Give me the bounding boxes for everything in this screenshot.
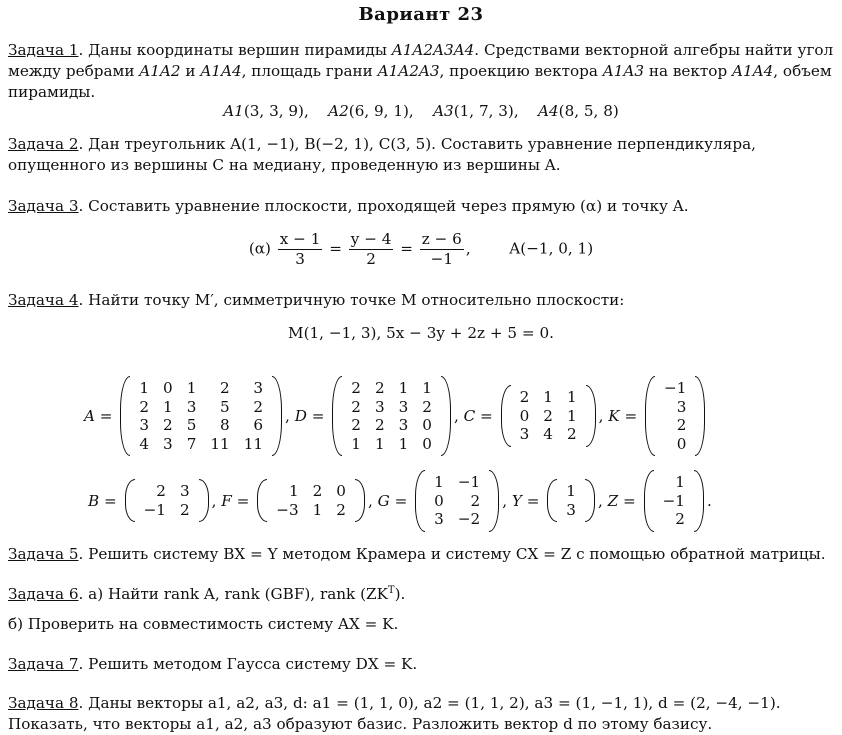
point-name: A2 bbox=[328, 102, 349, 120]
matrix-cell: −1 bbox=[662, 491, 685, 510]
point-coords: (8, 5, 8) bbox=[558, 102, 619, 120]
line-equation: (α) $\frac{x - 1}{3}$ = $\frac{y - 4}{2}$ = $\frac{z - 6}{-1}$ , A(−1, 0, 1) bbox=[248, 230, 594, 268]
matrix-cell: 2 bbox=[676, 416, 687, 434]
task-2-label: Задача 2 bbox=[8, 135, 79, 153]
task-1-text-3: , площадь грани bbox=[241, 62, 378, 80]
matrix-cell: 3 bbox=[676, 397, 687, 416]
task-3-text: . Составить уравнение плоскости, проходящей через прямую (α) и точку A. bbox=[78, 197, 689, 215]
task-6-text-a-end: ). bbox=[394, 585, 406, 603]
matrix-row bbox=[513, 388, 584, 407]
matrix-cell: 1 bbox=[312, 500, 323, 519]
matrix-name: C bbox=[463, 407, 476, 425]
matrix-row bbox=[657, 416, 693, 435]
matrix-cell: 3 bbox=[186, 397, 197, 416]
plane-formula: M(1, −1, 3), 5x − 3y + 2z + 5 = 0. bbox=[288, 324, 554, 342]
matrix-cell: 1 bbox=[398, 379, 409, 397]
matrix-b bbox=[125, 479, 209, 522]
matrix-g bbox=[415, 470, 499, 532]
vector-1: A1A3 bbox=[602, 62, 645, 80]
matrix-cell: 1 bbox=[139, 379, 150, 397]
task-5-label: Задача 5 bbox=[8, 545, 79, 563]
matrix-row bbox=[513, 425, 584, 444]
transpose-sup: T bbox=[387, 585, 395, 596]
matrix-cell: 2 bbox=[253, 397, 264, 416]
matrix-cell: 2 bbox=[220, 379, 230, 397]
task-6-b: б) Проверить на совместимость систему AX = K. bbox=[8, 615, 399, 633]
matrix-cell: 1 bbox=[374, 434, 385, 453]
matrix-row bbox=[657, 379, 693, 398]
matrix-cell: 2 bbox=[675, 510, 685, 528]
matrix-cell: 11 bbox=[243, 434, 264, 453]
matrix-cell: 1 bbox=[351, 434, 361, 453]
task-7-label: Задача 7 bbox=[8, 655, 79, 673]
matrix-cell: 2 bbox=[139, 397, 150, 416]
task-8-label: Задача 8 bbox=[8, 694, 79, 712]
point-coords: (6, 9, 1), bbox=[348, 102, 414, 120]
matrix-cell: 0 bbox=[336, 482, 346, 501]
pyramid-name: A1A2A3A4 bbox=[391, 41, 475, 59]
matrix-cell: 2 bbox=[470, 491, 481, 510]
matrix-z-label: , Z = bbox=[597, 491, 641, 510]
matrix-z bbox=[644, 470, 704, 532]
matrix-cell: 2 bbox=[374, 416, 385, 434]
matrix-row bbox=[137, 482, 197, 501]
matrix-cell: 1 bbox=[422, 379, 432, 397]
task-1-intro: . Даны координаты вершин пирамиды bbox=[78, 41, 392, 59]
matrix-k bbox=[645, 376, 705, 456]
matrix-name: F bbox=[221, 491, 232, 510]
matrix-row bbox=[427, 492, 487, 511]
fraction-y bbox=[349, 230, 394, 269]
matrix-cell: 0 bbox=[422, 434, 432, 453]
matrix-cell: −3 bbox=[276, 500, 299, 519]
matrix-cell: 6 bbox=[253, 416, 264, 434]
matrix-cell: 7 bbox=[186, 434, 197, 453]
matrix-row bbox=[656, 492, 692, 511]
task-2-text: . Дан треугольник A(1, −1), B(−2, 1), C(3, 5). Составить уравнение перпендикуляра, опущенного из вершины C на медиану, проведенную из вершины A. bbox=[8, 135, 756, 174]
matrix-row bbox=[132, 416, 270, 435]
matrix-cell: 1 bbox=[163, 397, 173, 416]
task-1-label: Задача 1 bbox=[8, 41, 79, 59]
matrix-cell: 2 bbox=[351, 416, 361, 434]
fraction-den: 3 bbox=[295, 250, 305, 268]
task-1-text-2: . Средствами векторной алгебры найти угол между ребрами bbox=[8, 41, 834, 80]
point-name: A1 bbox=[223, 102, 244, 120]
matrix-cell: 1 bbox=[434, 473, 444, 491]
matrix-cell: 2 bbox=[351, 397, 361, 416]
matrix-g-label: , G = bbox=[367, 491, 413, 510]
matrix-d-label: , D = bbox=[285, 407, 330, 425]
matrix-name: A bbox=[84, 407, 95, 425]
point-name: A4 bbox=[538, 102, 559, 120]
task-2 bbox=[8, 134, 834, 176]
line-name: (α) bbox=[248, 239, 271, 258]
matrix-d bbox=[332, 376, 451, 456]
matrix-cell: 2 bbox=[336, 500, 346, 519]
matrix-row bbox=[559, 501, 583, 520]
page-title: Вариант 23 bbox=[358, 4, 484, 25]
matrix-cell: 0 bbox=[676, 434, 687, 453]
matrix-row bbox=[657, 398, 693, 417]
matrix-row bbox=[656, 473, 692, 492]
matrix-cell: 2 bbox=[422, 397, 432, 416]
matrix-row bbox=[132, 435, 270, 454]
point-a: A(−1, 0, 1) bbox=[509, 239, 594, 258]
point-coords: (3, 3, 9), bbox=[243, 102, 309, 120]
face-name: A1A2A3 bbox=[377, 62, 440, 80]
task-1-text-4: , проекцию вектора bbox=[439, 62, 603, 80]
matrix-cell: 3 bbox=[398, 416, 409, 434]
task-6-label: Задача 6 bbox=[8, 585, 79, 603]
matrix-cell: 1 bbox=[675, 473, 685, 491]
matrix-cell: 3 bbox=[566, 500, 576, 519]
matrix-cell: 2 bbox=[519, 388, 530, 407]
matrix-row bbox=[132, 398, 270, 417]
fraction-z bbox=[420, 230, 464, 269]
matrix-cell: 0 bbox=[422, 416, 432, 434]
matrix-name: G bbox=[377, 491, 390, 510]
matrix-row bbox=[427, 510, 487, 529]
task-4-label: Задача 4 bbox=[8, 291, 79, 309]
task-4-text: . Найти точку M′, симметричную точке M относительно плоскости: bbox=[78, 291, 625, 309]
task-5-text: . Решить систему BX = Y методом Крамера и систему CX = Z с помощью обратной матрицы. bbox=[78, 545, 826, 563]
matrix-cell: 0 bbox=[163, 379, 173, 397]
matrix-row bbox=[513, 407, 584, 426]
task-1-and: и bbox=[180, 62, 201, 80]
matrix-cell: 3 bbox=[139, 416, 150, 434]
matrix-row bbox=[269, 501, 353, 520]
matrix-cell: 0 bbox=[434, 491, 444, 510]
matrix-cell: 3 bbox=[374, 397, 385, 416]
matrix-row bbox=[344, 435, 439, 454]
matrix-row bbox=[657, 435, 693, 454]
task-1-text-5: на вектор bbox=[644, 62, 732, 80]
matrix-cell: 1 bbox=[566, 482, 576, 501]
matrix-cell: 2 bbox=[351, 379, 361, 397]
matrix-name: B bbox=[88, 491, 100, 510]
matrix-b-label: B = bbox=[88, 491, 122, 510]
matrix-name: K bbox=[608, 407, 620, 425]
matrix-cell: 3 bbox=[519, 425, 530, 444]
matrix-cell: 4 bbox=[139, 434, 150, 453]
matrix-c-label: , C = bbox=[453, 407, 498, 425]
matrix-row bbox=[344, 379, 439, 398]
matrix-row bbox=[656, 510, 692, 529]
task-6 bbox=[8, 584, 834, 605]
matrix-row bbox=[427, 473, 487, 492]
matrix-cell: 2 bbox=[156, 482, 166, 501]
matrix-cell: 4 bbox=[543, 425, 553, 444]
matrix-row bbox=[344, 398, 439, 417]
matrix-name: Z bbox=[607, 491, 619, 510]
task-6-text-a: . а) Найти rank A, rank (GBF), rank (ZK bbox=[78, 585, 388, 603]
matrix-cell: 3 bbox=[253, 379, 264, 397]
task-8 bbox=[8, 693, 834, 714]
matrix-y bbox=[547, 479, 595, 522]
task-3 bbox=[8, 196, 834, 217]
matrices-row-2 bbox=[88, 470, 712, 532]
matrix-cell: 1 bbox=[566, 388, 577, 407]
fraction-num: x − 1 bbox=[279, 230, 321, 248]
fraction-x bbox=[278, 230, 323, 269]
matrix-cell: 3 bbox=[179, 482, 190, 501]
matrix-y-label: , Y = bbox=[502, 491, 545, 510]
matrix-cell: 2 bbox=[312, 482, 323, 501]
matrix-cell: 8 bbox=[220, 416, 230, 434]
matrix-cell: −1 bbox=[143, 500, 166, 519]
matrix-cell: 1 bbox=[566, 406, 577, 425]
point-coords: (1, 7, 3), bbox=[453, 102, 519, 120]
matrix-cell: 11 bbox=[210, 434, 230, 453]
task-1-text-6: , объем пирамиды. bbox=[8, 62, 832, 101]
matrix-cell: 1 bbox=[186, 379, 197, 397]
matrix-f-label: , F = bbox=[211, 491, 255, 510]
edge-2: A1A4 bbox=[200, 62, 242, 80]
matrix-cell: 0 bbox=[519, 406, 530, 425]
matrix-f bbox=[257, 479, 365, 522]
task-4 bbox=[8, 290, 834, 311]
matrix-row bbox=[132, 379, 270, 398]
matrix-a bbox=[120, 376, 282, 456]
fraction-num: y − 4 bbox=[350, 230, 392, 248]
matrix-cell: 2 bbox=[163, 416, 173, 434]
fraction-den: 2 bbox=[366, 250, 376, 268]
matrix-cell: 3 bbox=[398, 397, 409, 416]
matrix-a-label: A = bbox=[84, 407, 118, 425]
matrix-cell: −2 bbox=[457, 510, 481, 528]
task-3-label: Задача 3 bbox=[8, 197, 79, 215]
matrices-row-1 bbox=[84, 376, 708, 456]
task-7-text: . Решить методом Гаусса систему DX = K. bbox=[78, 655, 418, 673]
matrix-end-dot: . bbox=[706, 491, 712, 510]
matrix-row bbox=[137, 501, 197, 520]
matrix-name: D bbox=[294, 407, 307, 425]
fraction-num: z − 6 bbox=[421, 230, 462, 248]
matrix-k-label: , K = bbox=[598, 407, 643, 425]
matrix-cell: 2 bbox=[179, 500, 190, 519]
task-1 bbox=[8, 40, 834, 103]
matrix-cell: 1 bbox=[288, 482, 299, 501]
task-8-line-2: Показать, что векторы a1, a2, a3 образуют базис. Разложить вектор d по этому базису. bbox=[8, 715, 713, 733]
matrix-cell: 3 bbox=[434, 510, 444, 528]
matrix-row bbox=[269, 482, 353, 501]
matrix-cell: 5 bbox=[186, 416, 197, 434]
matrix-cell: 2 bbox=[543, 406, 553, 425]
matrix-row bbox=[559, 482, 583, 501]
matrix-cell: −1 bbox=[457, 473, 481, 491]
point-name: A3 bbox=[433, 102, 454, 120]
task-7 bbox=[8, 654, 834, 675]
task-1-points bbox=[0, 102, 842, 120]
matrix-cell: 3 bbox=[163, 434, 173, 453]
matrix-cell: 2 bbox=[566, 425, 577, 444]
matrix-cell: 5 bbox=[220, 397, 230, 416]
matrix-c bbox=[501, 385, 596, 447]
matrix-cell: 1 bbox=[543, 388, 553, 407]
matrix-row bbox=[344, 416, 439, 435]
task-5 bbox=[8, 544, 834, 565]
edge-1: A1A2 bbox=[139, 62, 181, 80]
fraction-den: −1 bbox=[430, 250, 454, 268]
task-8-text: . Даны векторы a1, a2, a3, d: a1 = (1, 1, 0), a2 = (1, 1, 2), a3 = (1, −1, 1), d = (2, −4, −1). bbox=[78, 694, 781, 712]
matrix-name: Y bbox=[511, 491, 522, 510]
vector-2: A1A4 bbox=[732, 62, 774, 80]
matrix-cell: 2 bbox=[374, 379, 385, 397]
matrix-cell: 1 bbox=[398, 434, 409, 453]
matrix-cell: −1 bbox=[664, 379, 687, 397]
